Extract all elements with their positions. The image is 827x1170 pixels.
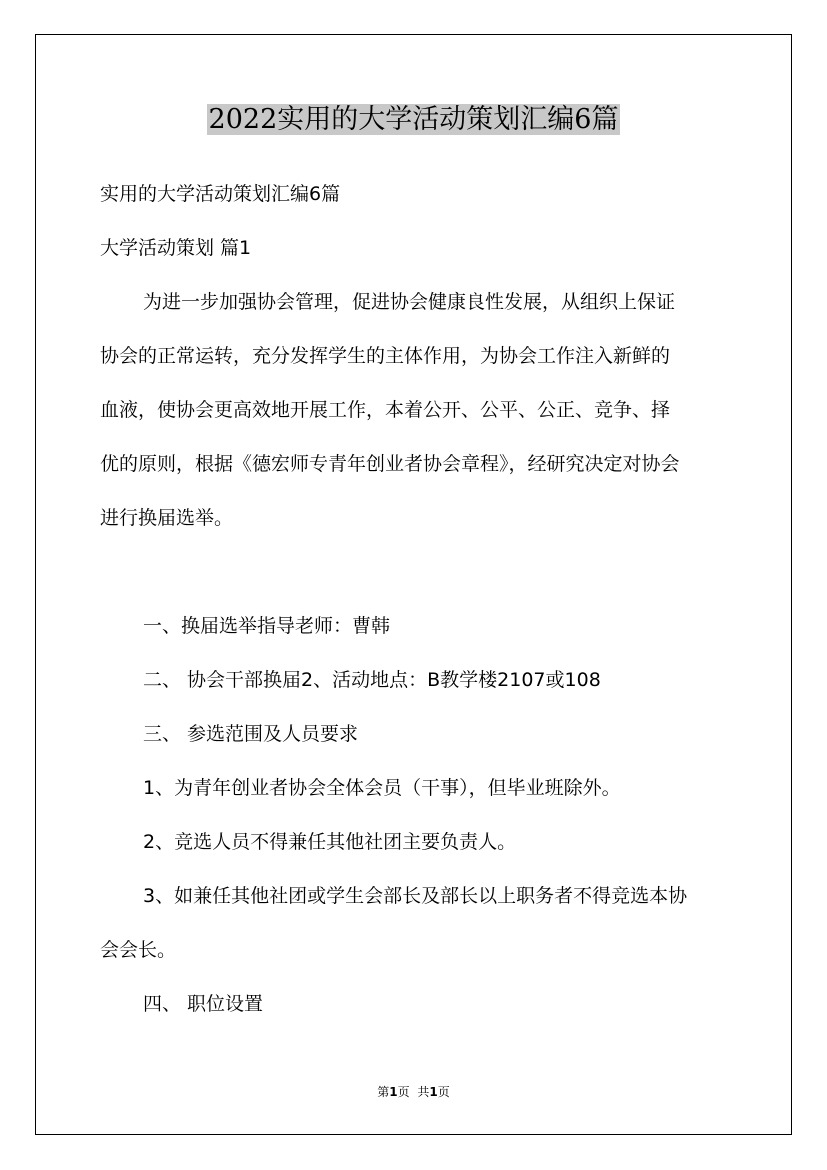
paragraph-line: 协会的正常运转，充分发挥学生的主体作用，为协会工作注入新鲜的 xyxy=(100,345,671,367)
list-item: 会会长。 xyxy=(100,939,177,961)
paragraph-line: 为进一步加强协会管理，促进协会健康良性发展，从组织上保证 xyxy=(143,291,676,313)
footer-total-suffix: 页 xyxy=(437,1085,450,1099)
document-subtitle: 实用的大学活动策划汇编6篇 xyxy=(100,183,341,205)
list-item: 3、如兼任其他社团或学生会部长及部长以上职务者不得竞选本协 xyxy=(143,885,688,907)
page-footer xyxy=(0,1083,827,1100)
footer-total-prefix: 共 xyxy=(417,1085,430,1099)
document-title xyxy=(0,100,827,140)
list-item: 2、竞选人员不得兼任其他社团主要负责人。 xyxy=(143,831,517,853)
list-item: 四、 职位设置 xyxy=(143,993,264,1015)
footer-page-suffix: 页 xyxy=(397,1085,410,1099)
section-heading: 大学活动策划 篇1 xyxy=(100,237,252,259)
list-item: 一、换届选举指导老师：曹韩 xyxy=(143,615,391,637)
footer-page-prefix: 第 xyxy=(377,1085,390,1099)
paragraph-line: 血液，使协会更高效地开展工作，本着公开、公平、公正、竞争、择 xyxy=(100,399,671,421)
list-item: 三、 参选范围及人员要求 xyxy=(143,723,359,745)
list-item: 二、 协会干部换届2、活动地点：B教学楼2107或108 xyxy=(143,669,601,691)
footer-page-number: 1 xyxy=(389,1085,398,1099)
paragraph-line: 优的原则，根据《德宏师专青年创业者协会章程》，经研究决定对协会 xyxy=(100,453,680,475)
list-item: 1、为青年创业者协会全体会员（干事），但毕业班除外。 xyxy=(143,777,621,799)
paragraph-line: 进行换届选举。 xyxy=(100,507,234,529)
document-title-text: 2022实用的大学活动策划汇编6篇 xyxy=(208,104,619,135)
footer-total-pages: 1 xyxy=(429,1085,438,1099)
